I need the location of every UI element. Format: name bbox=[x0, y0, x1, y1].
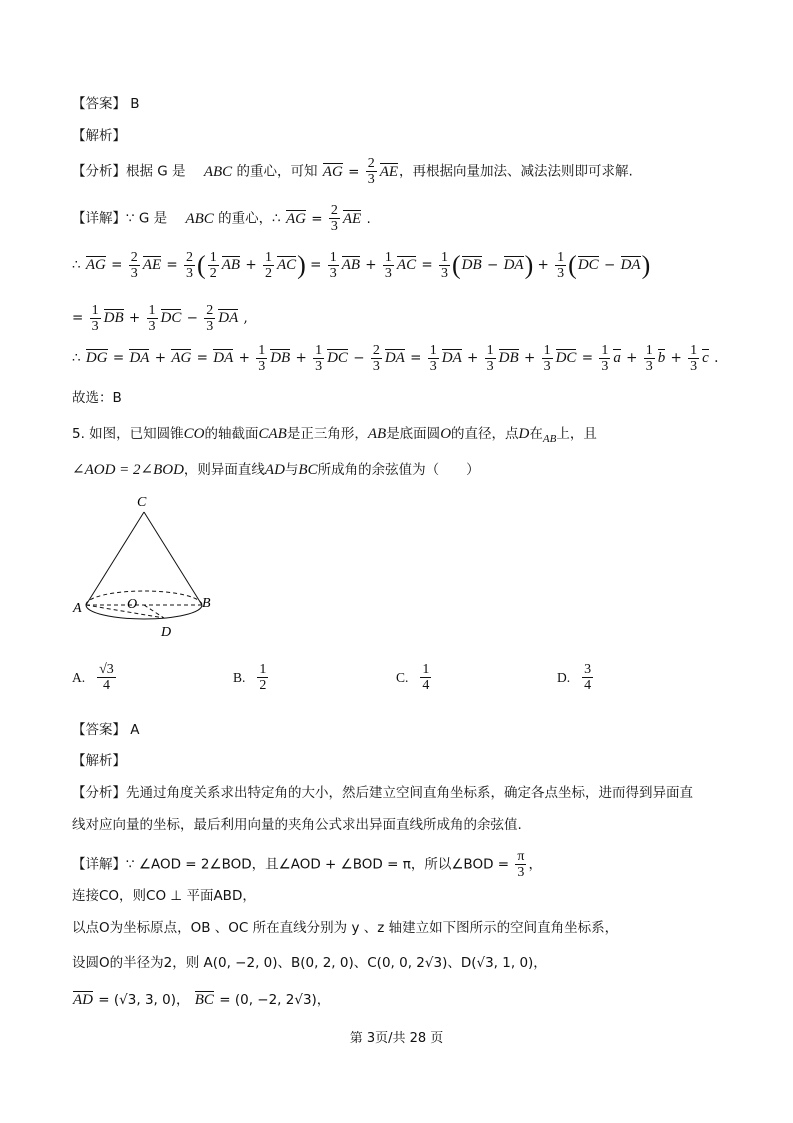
xiangjie-text: 的重心，∴ bbox=[218, 210, 281, 227]
stem-math: D bbox=[518, 426, 530, 442]
choice-num: 1 bbox=[259, 662, 267, 677]
label-c: C bbox=[137, 495, 147, 510]
choice-num: 3 bbox=[584, 662, 592, 677]
choice-label: B. bbox=[233, 669, 246, 685]
xiangjie-tag: 【详解】 bbox=[72, 856, 126, 873]
answer-value: A bbox=[130, 722, 140, 738]
choice-label: D. bbox=[557, 669, 571, 685]
fenxi-text: ，再根据向量加法、减法法则即可求解. bbox=[399, 163, 633, 180]
choice-d bbox=[557, 662, 595, 693]
stem-text: 是底面圆 bbox=[386, 426, 441, 442]
frac-num: π bbox=[517, 849, 525, 864]
stem-text: 的轴截面 bbox=[204, 426, 259, 442]
answer-tag: 【答案】 bbox=[72, 722, 126, 738]
formula-line-3: ∴ DG = DA + AG = DA + $\frac{1}{3}$ DB + $\frac{1}{3}$ DC − $\frac{2}{3}$ DA = $\frac{1}{3}$ DA + $\frac{1}{3}$ DB + $\frac{1}{3}$ DC = $\frac{1}{3}$ a + $\frac{1}{3}$ b + $\frac{1}{3}$ c . bbox=[72, 343, 719, 374]
stem-text: 上，且 bbox=[556, 426, 597, 442]
cone-figure bbox=[68, 490, 218, 645]
xiangjie-text: ∵ ∠AOD = 2∠BOD，且∠AOD + ∠BOD = π，所以∠BOD = bbox=[126, 856, 510, 873]
q5-xiangjie-line-5 bbox=[72, 990, 330, 1010]
q5-fenxi-line-1 bbox=[72, 783, 693, 803]
choice-num: √3 bbox=[99, 662, 114, 677]
choose-line: 故选：B bbox=[72, 390, 122, 406]
answer-value: B bbox=[130, 96, 140, 112]
label-d: D bbox=[161, 625, 172, 640]
choice-den: 4 bbox=[584, 678, 592, 693]
base-ellipse-back bbox=[86, 591, 202, 605]
stem-text: 是正三角形， bbox=[286, 426, 368, 442]
stem-math: O bbox=[440, 426, 452, 442]
fenxi-text: 的重心，可知 bbox=[236, 163, 318, 180]
stem-text: 在 bbox=[529, 426, 543, 442]
stem-text: 与 bbox=[284, 462, 299, 478]
stem-math: ∠AOD = 2∠BOD bbox=[72, 462, 184, 478]
vec-bc-value: = (0, −2, 2√3)， bbox=[219, 992, 331, 1008]
choice-den: 4 bbox=[422, 678, 430, 693]
stem-text: 所成角的余弦值为（ ） bbox=[317, 462, 480, 478]
triangle-abc: ABC bbox=[185, 210, 214, 227]
label-o: O bbox=[127, 597, 138, 612]
fenxi-text: 先通过角度关系求出特定角的大小，然后建立空间直角坐标系，确定各点坐标，进而得到异面直 bbox=[126, 785, 693, 801]
stem-arc: AB bbox=[542, 433, 557, 445]
choice-b bbox=[233, 662, 270, 693]
xiangjie-line bbox=[72, 203, 371, 234]
stem-text: 的直径，点 bbox=[451, 426, 519, 442]
xiangjie-text: ∵ G 是 bbox=[126, 210, 168, 227]
q5-answer-line bbox=[72, 720, 140, 740]
segment-ad bbox=[86, 605, 164, 618]
label-a: A bbox=[73, 601, 82, 616]
stem-math: AD bbox=[264, 462, 285, 478]
stem-text: ，则异面直线 bbox=[183, 462, 265, 478]
stem-math: AB bbox=[367, 426, 387, 442]
fenxi-tag: 【分析】 bbox=[72, 785, 126, 801]
choice-label: A. bbox=[72, 669, 86, 685]
q5-xiangjie-line-4: 设圆O的半径为2，则 A(0, −2, 0)、B(0, 2, 0)、C(0, 0, 2√3)、D(√3, 1, 0)， bbox=[72, 955, 547, 971]
vec-ad: AD bbox=[73, 992, 93, 1008]
label-b: B bbox=[202, 596, 211, 611]
q5-xiangjie-line-2: 连接CO，则CO ⊥ 平面ABD， bbox=[72, 888, 256, 904]
cone-edge-left bbox=[86, 512, 144, 605]
q5-stem-line-1 bbox=[72, 424, 597, 445]
choice-den: 4 bbox=[102, 678, 110, 693]
fenxi-tag: 【分析】 bbox=[72, 163, 126, 180]
q5-xiangjie-line-3: 以点O为坐标原点，OB 、OC 所在直线分别为 y 、z 轴建立如下图所示的空间直角坐标系， bbox=[72, 920, 619, 936]
answer-tag: 【答案】 bbox=[72, 96, 126, 112]
formula-line-2: = $\frac{1}{3}$ DB + $\frac{1}{3}$ DC − $\frac{2}{3}$ DA , bbox=[72, 303, 248, 334]
base-ellipse-front bbox=[86, 605, 202, 619]
q5-xiangjie-line-1: 【详解】∵ ∠AOD = 2∠BOD，且∠AOD + ∠BOD = π，所以∠BOD = $\frac{\pi}{3}$ ， bbox=[72, 849, 542, 880]
stem-math: BC bbox=[298, 462, 318, 478]
stem-math: CO bbox=[183, 426, 205, 442]
frac-den: 3 bbox=[517, 865, 525, 880]
stem-math: CAB bbox=[258, 426, 287, 442]
xiangjie-tag: 【详解】 bbox=[72, 210, 126, 227]
choice-label: C. bbox=[396, 669, 409, 685]
q5-fenxi-line-2: 线对应向量的坐标，最后利用向量的夹角公式求出异面直线所成角的余弦值. bbox=[72, 817, 522, 833]
fenxi-line bbox=[72, 156, 633, 187]
formula-ag: AG = $\frac{2}{3}$ AE . bbox=[285, 203, 371, 234]
choice-den: 2 bbox=[259, 678, 267, 693]
triangle-abc: ABC bbox=[203, 163, 233, 180]
vec-ad-value: = (√3, 3, 0)， bbox=[98, 992, 190, 1008]
choice-c bbox=[396, 662, 433, 693]
answer-line bbox=[72, 94, 140, 114]
choice-num: 1 bbox=[422, 662, 430, 677]
choice-a bbox=[72, 662, 118, 693]
stem-text: 5. 如图，已知圆锥 bbox=[72, 426, 184, 442]
formula-ag: AG = $\frac{2}{3}$ AE bbox=[322, 156, 399, 187]
q5-analysis-tag: 【解析】 bbox=[72, 753, 126, 769]
analysis-tag: 【解析】 bbox=[72, 128, 126, 144]
vec-bc: BC bbox=[194, 992, 214, 1008]
formula-line-1: ∴ AG = $\frac{2}{3}$ AE = $\frac{2}{3}$ ( $\frac{1}{2}$ AB + $\frac{1}{2}$ AC) = $\frac{1}{3}$ AB + $\frac{1}{3}$ AC = $\frac{1}{3}$ (DB − DA) + $\frac{1}{3}$ (DC − DA) bbox=[72, 250, 651, 281]
segment-od bbox=[144, 605, 164, 618]
fenxi-text: 根据 G 是 bbox=[126, 163, 186, 180]
q5-stem-line-2 bbox=[72, 460, 480, 480]
page-footer: 第 3页/共 28 页 bbox=[349, 1031, 444, 1046]
